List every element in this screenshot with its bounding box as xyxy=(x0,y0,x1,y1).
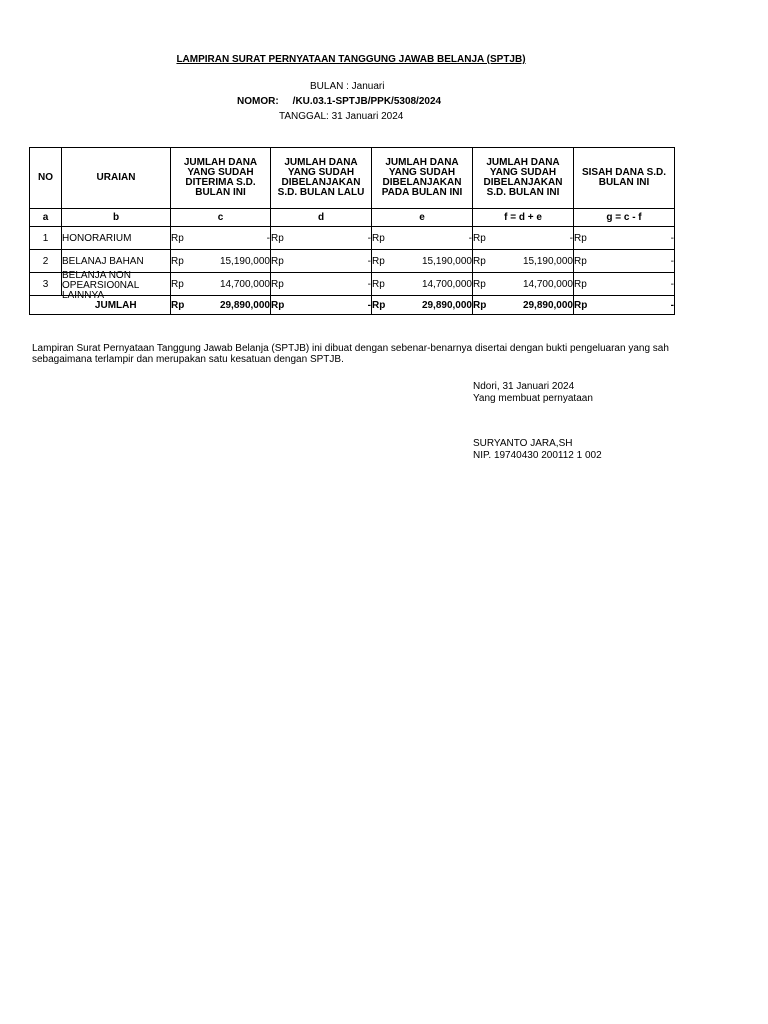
amount: 15,190,000 xyxy=(522,255,573,267)
amount: 29,890,000 xyxy=(522,299,573,311)
currency-label: Rp xyxy=(372,232,385,244)
currency-label: Rp xyxy=(271,255,284,267)
amount: - xyxy=(670,278,674,290)
currency-label: Rp xyxy=(372,255,385,267)
amount: 29,890,000 xyxy=(219,299,270,311)
statement-paragraph: Lampiran Surat Pernyataan Tanggung Jawab Belanja (SPTJB) ini dibuat dengan sebenar-benarnya disertai dengan bukti pengeluaran yang sah sebagaimana terlampir dan merupakan satu kesatuan dengan SPTJB. xyxy=(32,343,669,365)
signature-nip: NIP. 19740430 200112 1 002 xyxy=(473,450,602,461)
letter-d: d xyxy=(271,209,372,227)
amount: 15,190,000 xyxy=(219,255,270,267)
table-total-row xyxy=(30,296,675,315)
document-title: LAMPIRAN SURAT PERNYATAAN TANGGUNG JAWAB BELANJA (SPTJB) xyxy=(176,54,526,65)
table-row xyxy=(30,227,675,250)
currency-label: Rp xyxy=(574,278,587,290)
currency-label: Rp xyxy=(171,278,184,290)
row-cell-e xyxy=(372,250,473,273)
tanggal-line: TANGGAL: 31 Januari 2024 xyxy=(279,111,404,122)
total-cell-e xyxy=(372,296,473,315)
nomor-value: /KU.03.1-SPTJB/PPK/5308/2024 xyxy=(292,96,442,107)
total-label: JUMLAH xyxy=(62,296,171,315)
row-no: 1 xyxy=(30,227,62,250)
col-header-sd-bulan-ini: JUMLAH DANA YANG SUDAH DIBELANJAKAN S.D. BULAN INI xyxy=(473,148,574,209)
currency-label: Rp xyxy=(171,255,184,267)
row-cell-g xyxy=(574,250,675,273)
table-header-row xyxy=(30,148,675,209)
amount: 14,700,000 xyxy=(219,278,270,290)
currency-label: Rp xyxy=(271,278,284,290)
row-cell-f xyxy=(473,227,574,250)
col-header-diterima: JUMLAH DANA YANG SUDAH DITERIMA S.D. BULAN INI xyxy=(171,148,271,209)
signature-block-top xyxy=(473,381,593,405)
amount: - xyxy=(569,232,573,244)
table-letter-row xyxy=(30,209,675,227)
currency-label: Rp xyxy=(171,299,185,311)
bulan-line: BULAN : Januari xyxy=(310,81,385,92)
total-cell-d xyxy=(271,296,372,315)
row-uraian: BELANAJ BAHAN xyxy=(62,250,171,273)
currency-label: Rp xyxy=(271,299,285,311)
col-header-uraian: URAIAN xyxy=(62,148,171,209)
col-header-sisa: SISAH DANA S.D. BULAN INI xyxy=(574,148,675,209)
letter-a: a xyxy=(30,209,62,227)
row-cell-f xyxy=(473,250,574,273)
currency-label: Rp xyxy=(574,299,588,311)
row-cell-f xyxy=(473,273,574,296)
col-header-bulan-ini: JUMLAH DANA YANG SUDAH DIBELANJAKAN PADA BULAN INI xyxy=(372,148,473,209)
currency-label: Rp xyxy=(473,232,486,244)
nomor-line xyxy=(237,96,441,107)
row-uraian: HONORARIUM xyxy=(62,227,171,250)
letter-c: c xyxy=(171,209,271,227)
row-cell-e xyxy=(372,227,473,250)
currency-label: Rp xyxy=(372,299,386,311)
letter-g: g = c - f xyxy=(574,209,675,227)
currency-label: Rp xyxy=(574,255,587,267)
signature-place-date: Ndori, 31 Januari 2024 xyxy=(473,381,575,392)
currency-label: Rp xyxy=(473,278,486,290)
row-cell-d xyxy=(271,273,372,296)
amount: - xyxy=(367,255,371,267)
row-cell-d xyxy=(271,250,372,273)
total-cell-f xyxy=(473,296,574,315)
row-no: 2 xyxy=(30,250,62,273)
row-cell-g xyxy=(574,227,675,250)
currency-label: Rp xyxy=(171,232,184,244)
nomor-label: NOMOR: xyxy=(237,96,279,107)
amount: - xyxy=(670,232,674,244)
total-cell-c xyxy=(171,296,271,315)
amount: 14,700,000 xyxy=(421,278,472,290)
signature-block-bottom xyxy=(473,438,602,462)
row-cell-g xyxy=(574,273,675,296)
currency-label: Rp xyxy=(574,232,587,244)
letter-e: e xyxy=(372,209,473,227)
amount: - xyxy=(367,299,371,311)
amount: - xyxy=(367,232,371,244)
amount: - xyxy=(468,232,472,244)
currency-label: Rp xyxy=(372,278,385,290)
col-header-no: NO xyxy=(30,148,62,209)
table-row xyxy=(30,273,675,296)
row-cell-c xyxy=(171,273,271,296)
total-no-cell xyxy=(30,296,62,315)
letter-b: b xyxy=(62,209,171,227)
row-cell-d xyxy=(271,227,372,250)
amount: 14,700,000 xyxy=(522,278,573,290)
amount: - xyxy=(367,278,371,290)
currency-label: Rp xyxy=(473,255,486,267)
amount: - xyxy=(266,232,270,244)
row-cell-c xyxy=(171,227,271,250)
row-cell-e xyxy=(372,273,473,296)
letter-f: f = d + e xyxy=(473,209,574,227)
signature-role: Yang membuat pernyataan xyxy=(473,393,593,404)
amount: - xyxy=(670,255,674,267)
row-cell-c xyxy=(171,250,271,273)
row-no: 3 xyxy=(30,273,62,296)
row-uraian xyxy=(62,269,171,301)
sptjb-table xyxy=(29,147,675,315)
currency-label: Rp xyxy=(473,299,487,311)
amount: 15,190,000 xyxy=(421,255,472,267)
currency-label: Rp xyxy=(271,232,284,244)
signature-name: SURYANTO JARA,SH xyxy=(473,438,573,449)
amount: 29,890,000 xyxy=(421,299,472,311)
total-cell-g xyxy=(574,296,675,315)
col-header-bulan-lalu: JUMLAH DANA YANG SUDAH DIBELANJAKAN S.D. BULAN LALU xyxy=(271,148,372,209)
amount: - xyxy=(670,299,674,311)
uraian-line: BELANJA NON xyxy=(62,269,131,281)
uraian-line: LAINNYA xyxy=(62,289,105,301)
uraian-line: OPEARSIO0NAL xyxy=(62,279,140,291)
